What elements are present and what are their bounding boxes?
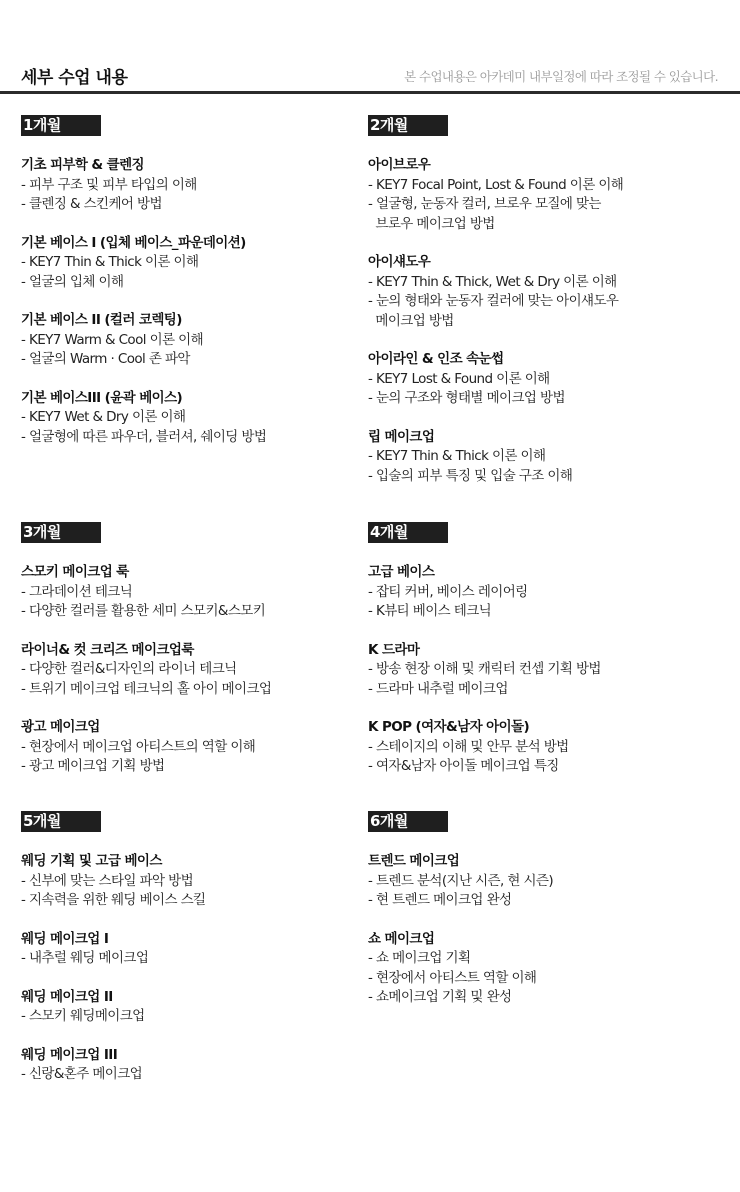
page-title: 세부 수업 내용	[21, 68, 128, 88]
topic	[21, 156, 371, 215]
topic-item: - 다양한 컬러&디자인의 라이너 테크닉	[21, 661, 237, 677]
topic-list	[21, 563, 371, 777]
month-section-6	[368, 811, 728, 1027]
month-section-2	[368, 115, 728, 505]
topic-item: - K뷰티 베이스 테크닉	[368, 603, 492, 619]
page-header	[0, 0, 740, 95]
topic	[368, 563, 728, 622]
topic-item: - 신부에 맞는 스타일 파악 방법	[21, 872, 194, 889]
topic-item: - KEY7 Lost & Found 이론 이해	[368, 370, 550, 387]
topic-title: K POP (여자&남자 아이돌)	[368, 719, 530, 735]
topic-list	[368, 852, 728, 1008]
topic-list	[21, 852, 371, 1085]
topic-item: - 현장에서 메이크업 아티스트의 역할 이해	[21, 738, 256, 755]
topic-list	[368, 156, 728, 486]
topic	[368, 156, 728, 234]
topic-title: 스모키 메이크업 룩	[21, 564, 129, 580]
topic-item: - 얼굴형, 눈동자 컬러, 브로우 모질에 맞는	[368, 196, 601, 212]
topic-item: - KEY7 Thin & Thick 이론 이해	[368, 448, 546, 464]
topic	[368, 428, 728, 487]
topic-title: 웨딩 메이크업 III	[21, 1046, 118, 1063]
topic-item: 브로우 메이크업 방법	[368, 215, 495, 232]
topic-title: 쇼 메이크업	[368, 930, 435, 947]
topic-title: 기본 베이스III (윤곽 베이스)	[21, 389, 183, 406]
topic-item: - 현장에서 아티스트 역할 이해	[368, 969, 537, 986]
month-badge: 3개월	[21, 522, 101, 543]
topic-title: 라이너& 컷 크리즈 메이크업룩	[21, 641, 194, 658]
topic-item: - 쇼 메이크업 기획	[368, 950, 471, 966]
topic-list	[21, 156, 371, 447]
topic-item: - 얼굴의 입체 이해	[21, 273, 124, 290]
topic-item: - KEY7 Thin & Thick 이론 이해	[21, 254, 199, 270]
topic-item: - 광고 메이크업 기획 방법	[21, 758, 165, 774]
month-badge: 4개월	[368, 522, 448, 543]
topic-item: - 신랑&혼주 메이크업	[21, 1066, 143, 1082]
topic-item: - 얼굴형에 따른 파우더, 블러셔, 쉐이딩 방법	[21, 428, 267, 445]
month-section-4	[368, 522, 728, 796]
topic-item: - 쇼메이크업 기획 및 완성	[368, 989, 512, 1005]
month-badge: 6개월	[368, 811, 448, 832]
topic-title: 웨딩 기획 및 고급 베이스	[21, 853, 162, 869]
topic	[368, 930, 728, 1008]
topic-title: 웨딩 메이크업 II	[21, 988, 113, 1005]
month-section-3	[21, 522, 371, 796]
topic-title: 기본 베이스 II (컬러 코렉팅)	[21, 312, 182, 328]
month-badge: 5개월	[21, 811, 101, 832]
topic-title: 아이라인 & 인조 속눈썹	[368, 351, 504, 367]
topic-item: - 입술의 피부 특징 및 입술 구조 이해	[368, 467, 573, 484]
month-section-5	[21, 811, 371, 1104]
topic	[21, 563, 371, 622]
topic	[21, 852, 371, 911]
topic-item: - KEY7 Wet & Dry 이론 이해	[21, 409, 186, 425]
topic-title: 아이브로우	[368, 157, 431, 173]
topic-item: - 얼굴의 Warm · Cool 존 파악	[21, 351, 190, 367]
topic-item: - 트위기 메이크업 테크닉의 홀 아이 메이크업	[21, 680, 272, 697]
topic-item: 메이크업 방법	[368, 312, 454, 329]
topic	[368, 718, 728, 777]
header-divider	[0, 91, 740, 94]
topic-item: - 스모키 웨딩메이크업	[21, 1008, 145, 1024]
month-badge: 2개월	[368, 115, 448, 136]
topic-item: - 눈의 형태와 눈동자 컬러에 맞는 아이섀도우	[368, 293, 619, 309]
topic-item: - 현 트렌드 메이크업 완성	[368, 892, 512, 908]
topic	[368, 641, 728, 700]
topic-item: - KEY7 Warm & Cool 이론 이해	[21, 331, 204, 348]
topic-title: 광고 메이크업	[21, 719, 100, 735]
schedule-note: 본 수업내용은 아카데미 내부일정에 따라 조정될 수 있습니다.	[404, 69, 718, 84]
topic	[368, 852, 728, 911]
topic-item: - 방송 현장 이해 및 캐릭터 컨셉 기획 방법	[368, 661, 601, 677]
topic-item: - 눈의 구조와 형태별 메이크업 방법	[368, 390, 565, 406]
topic-list	[368, 563, 728, 777]
month-section-1	[21, 115, 371, 466]
topic	[21, 389, 371, 448]
topic-title: 기초 피부학 & 클렌징	[21, 157, 145, 173]
topic-item: - 여자&남자 아이돌 메이크업 특징	[368, 758, 559, 774]
topic-title: 고급 베이스	[368, 564, 435, 580]
topic-title: 웨딩 메이크업 I	[21, 930, 109, 947]
topic-title: 립 메이크업	[368, 428, 435, 445]
topic	[21, 988, 371, 1027]
topic-title: 트렌드 메이크업	[368, 853, 460, 869]
topic-item: - 잡티 커버, 베이스 레이어링	[368, 583, 528, 600]
topic-item: - 드라마 내추럴 메이크업	[368, 680, 508, 697]
topic-item: - 지속력을 위한 웨딩 베이스 스킬	[21, 892, 206, 908]
month-badge: 1개월	[21, 115, 101, 136]
topic	[21, 1046, 371, 1085]
topic-item: - 스테이지의 이해 및 안무 분석 방법	[368, 738, 569, 755]
topic-title: K 드라마	[368, 641, 420, 658]
topic	[21, 311, 371, 370]
topic	[368, 350, 728, 409]
topic-item: - 내추럴 웨딩 메이크업	[21, 950, 149, 966]
topic	[21, 930, 371, 969]
topic-item: - KEY7 Focal Point, Lost & Found 이론 이해	[368, 176, 624, 193]
topic-title: 아이섀도우	[368, 254, 431, 270]
topic-title: 기본 베이스 I (입체 베이스_파운데이션)	[21, 234, 246, 251]
topic	[368, 253, 728, 331]
topic	[21, 234, 371, 293]
topic-item: - 그라데이션 테크닉	[21, 583, 133, 600]
topic	[21, 718, 371, 777]
topic	[21, 641, 371, 700]
topic-item: - 클렌징 & 스킨케어 방법	[21, 196, 162, 212]
topic-item: - KEY7 Thin & Thick, Wet & Dry 이론 이해	[368, 273, 617, 290]
topic-item: - 피부 구조 및 피부 타입의 이해	[21, 176, 197, 193]
topic-item: - 다양한 컬러를 활용한 세미 스모키&스모키	[21, 603, 266, 619]
topic-item: - 트렌드 분석(지난 시즌, 현 시즌)	[368, 872, 554, 889]
